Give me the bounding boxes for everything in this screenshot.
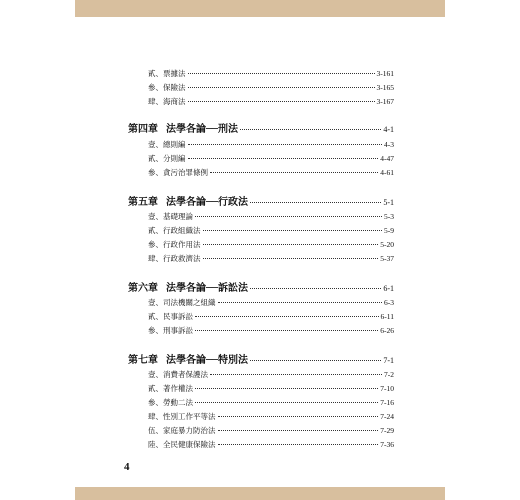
toc-entry-health-insurance[interactable] [148, 439, 394, 450]
chapter-title: 法學各論──行政法 [166, 197, 249, 208]
dot-leader [250, 202, 381, 203]
toc-entry-label: 參、刑事訴訟 [148, 326, 193, 335]
toc-entry-page: 7-16 [380, 398, 394, 407]
toc-entry-admin-remedy[interactable] [148, 253, 394, 264]
toc-entry-label: 壹、基礎理論 [148, 212, 193, 221]
toc-entry-label: 貳、行政組織法 [148, 226, 201, 235]
chapter-number: 第六章 [128, 283, 158, 294]
toc-entry-anti-corruption[interactable] [148, 167, 394, 178]
toc-entry-label: 貳、民事訴訟 [148, 312, 193, 321]
toc-entry-page: 3-165 [376, 83, 394, 92]
toc-entry-label: 貳、票據法 [148, 69, 186, 78]
toc-entry-domestic-violence[interactable] [148, 425, 394, 436]
toc-entry-page: 7-24 [380, 412, 394, 421]
toc-entry-label: 壹、消費者保護法 [148, 370, 208, 379]
toc-entry-copyright[interactable] [148, 383, 394, 394]
dot-leader [250, 360, 381, 361]
toc-entry-general-part[interactable] [148, 139, 394, 150]
toc-entry-label: 參、貪污治罪條例 [148, 168, 208, 177]
chapter-title: 法學各論──特別法 [166, 355, 249, 366]
dot-leader [218, 416, 379, 417]
toc-entry-label: 參、勞動二法 [148, 398, 193, 407]
toc-entry-page: 6-11 [380, 312, 394, 321]
toc-entry-page: 5-20 [380, 240, 394, 249]
toc-entry-label: 肆、行政救濟法 [148, 254, 201, 263]
dot-leader [195, 388, 378, 389]
toc-entry-label: 參、行政作用法 [148, 240, 201, 249]
toc-entry-page: 5-3 [384, 212, 394, 221]
toc-entry-admin-action[interactable] [148, 239, 394, 250]
dot-leader [240, 129, 381, 130]
toc-entry-page: 3-161 [376, 69, 394, 78]
toc-entry-page: 4-3 [384, 140, 394, 149]
chapter-number: 第七章 [128, 355, 158, 366]
toc-entry-insurance-act[interactable] [148, 82, 394, 93]
toc-entry-label: 陸、全民健康保險法 [148, 440, 216, 449]
dot-leader [218, 302, 383, 303]
toc-entry-page: 7-36 [380, 440, 394, 449]
toc-entry-label: 壹、司法機關之組織 [148, 298, 216, 307]
toc-chapter-page: 4-1 [383, 125, 394, 134]
toc-chapter-7[interactable] [128, 351, 394, 366]
toc-entry-civil-procedure[interactable] [148, 311, 394, 322]
toc-chapter-6[interactable] [128, 279, 394, 294]
toc-entry-admin-organization[interactable] [148, 225, 394, 236]
toc-entry-judicial-organization[interactable] [148, 297, 394, 308]
toc-entry-specific-part[interactable] [148, 153, 394, 164]
dot-leader [195, 316, 379, 317]
toc-entry-page: 5-9 [384, 226, 394, 235]
toc-entry-consumer-protection[interactable] [148, 369, 394, 380]
toc-entry-gender-equality[interactable] [148, 411, 394, 422]
toc-entry-page: 4-47 [380, 154, 394, 163]
toc-entry-maritime-act[interactable] [148, 96, 394, 107]
toc-entry-label: 肆、海商法 [148, 97, 186, 106]
toc-entry-page: 5-37 [380, 254, 394, 263]
dot-leader [203, 230, 383, 231]
dot-leader [203, 258, 379, 259]
toc-entry-label: 貳、分則編 [148, 154, 186, 163]
toc-entry-bills-act[interactable] [148, 68, 394, 79]
toc-entry-page: 6-3 [384, 298, 394, 307]
toc-entry-criminal-procedure[interactable] [148, 325, 394, 336]
toc-entry-label: 壹、總則編 [148, 140, 186, 149]
toc-entry-label: 肆、性別工作平等法 [148, 412, 216, 421]
toc-chapter-page: 5-1 [383, 198, 394, 207]
dot-leader [188, 158, 379, 159]
dot-leader [250, 288, 381, 289]
toc-entry-page: 7-10 [380, 384, 394, 393]
chapter-number: 第五章 [128, 197, 158, 208]
toc-chapter-page: 7-1 [383, 356, 394, 365]
chapter-title: 法學各論──訴訟法 [166, 283, 249, 294]
toc-entry-label: 貳、著作權法 [148, 384, 193, 393]
toc-entry-page: 7-2 [384, 370, 394, 379]
dot-leader [210, 172, 378, 173]
toc-entry-page: 4-61 [380, 168, 394, 177]
chapter-number: 第四章 [128, 124, 158, 135]
toc-entry-labor-laws[interactable] [148, 397, 394, 408]
toc-chapter-5[interactable] [128, 193, 394, 208]
dot-leader [195, 330, 378, 331]
dot-leader [188, 144, 383, 145]
toc-chapter-page: 6-1 [383, 284, 394, 293]
bottom-decor-band [75, 487, 445, 500]
dot-leader [188, 87, 375, 88]
dot-leader [195, 402, 378, 403]
dot-leader [218, 444, 379, 445]
dot-leader [203, 244, 379, 245]
toc-chapter-4[interactable] [128, 120, 394, 135]
page-number: 4 [124, 461, 130, 473]
dot-leader [188, 101, 375, 102]
dot-leader [218, 430, 379, 431]
chapter-title: 法學各論──刑法 [166, 124, 239, 135]
toc-entry-page: 3-167 [376, 97, 394, 106]
toc-entry-label: 參、保險法 [148, 83, 186, 92]
dot-leader [188, 73, 375, 74]
toc-entry-page: 7-29 [380, 426, 394, 435]
dot-leader [210, 374, 382, 375]
toc-entry-page: 6-26 [380, 326, 394, 335]
dot-leader [195, 216, 382, 217]
toc-entry-basic-theory[interactable] [148, 211, 394, 222]
toc-entry-label: 伍、家庭暴力防治法 [148, 426, 216, 435]
